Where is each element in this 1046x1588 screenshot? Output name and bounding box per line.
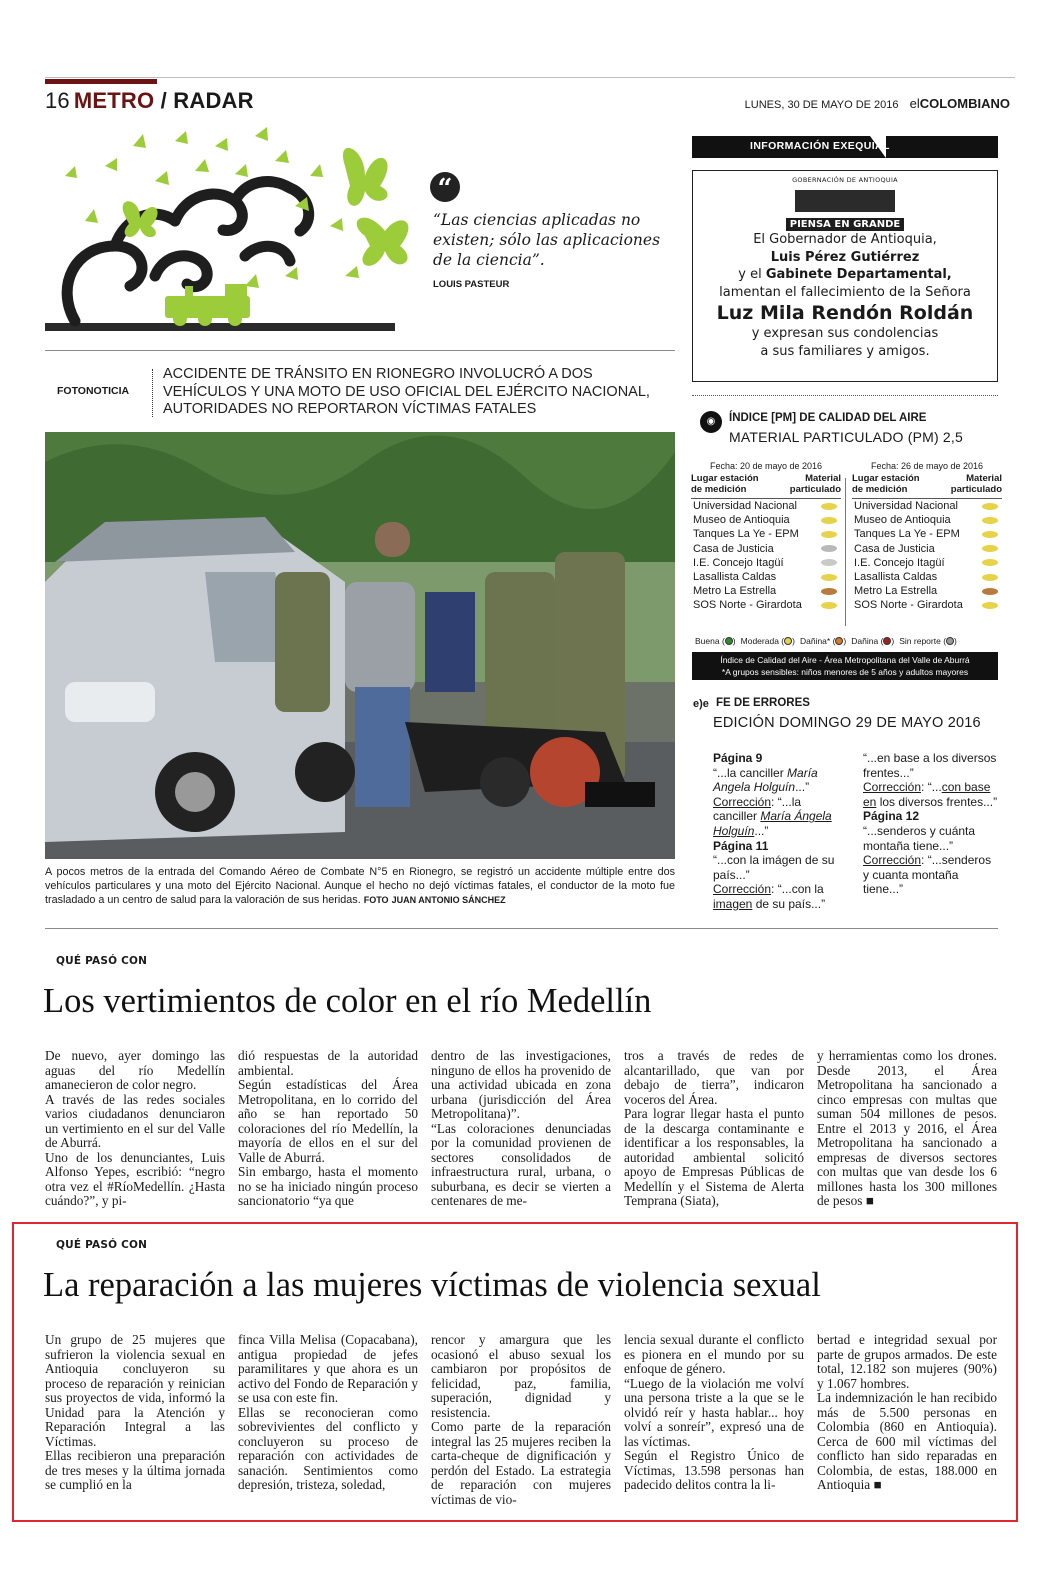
legend-swatch <box>946 637 954 645</box>
paragraph: lencia sexual durante el conflicto es pionera en el mundo por su enfoque de género. <box>624 1332 804 1376</box>
air-quality-level-indicator <box>982 559 998 566</box>
station-name: Tanques La Ye - EPM <box>854 528 960 541</box>
legend-item: Dañina* ( ) <box>799 636 847 646</box>
air-quality-level-indicator <box>821 574 837 581</box>
station-row <box>691 542 841 556</box>
section-divider <box>45 928 998 929</box>
station-row <box>691 499 841 513</box>
air-quality-column-divider <box>845 478 846 626</box>
station-row <box>691 598 841 612</box>
governor-name: Luis Pérez Gutiérrez <box>770 249 920 265</box>
article-column <box>624 1049 804 1209</box>
table-header: Lugar estación de medición Material particulado <box>691 473 841 499</box>
article-column <box>45 1333 225 1507</box>
notice-line: y expresan sus condolencias <box>751 326 939 341</box>
paragraph: A través de las redes sociales varios ciudadanos denunciaron un vertimiento en el sur del Valle de Aburrá. <box>45 1091 225 1150</box>
station-row <box>852 570 1002 584</box>
errata-title: FE DE ERRORES <box>716 697 810 709</box>
table-date: Fecha: 26 de mayo de 2016 <box>870 461 984 471</box>
station-row <box>852 542 1002 556</box>
piensa-en-grande-badge: PIENSA EN GRANDE <box>786 218 905 231</box>
station-row <box>852 513 1002 527</box>
station-name: Tanques La Ye - EPM <box>693 528 799 541</box>
article-kicker: QUÉ PASÓ CON <box>56 1239 148 1251</box>
station-row <box>852 584 1002 598</box>
article-column <box>817 1049 997 1209</box>
fotonoticia-divider <box>152 369 153 417</box>
legend-item: Moderada ( ) <box>740 636 795 646</box>
station-name: I.E. Concejo Itagüí <box>854 556 945 569</box>
article-kicker: QUÉ PASÓ CON <box>56 955 148 967</box>
page-header <box>45 88 254 114</box>
paragraph: Ellas recibieron una preparación de tres meses y la última jornada se cumplió en la <box>45 1448 225 1492</box>
paragraph: Uno de los denunciantes, Luis Alfonso Yepes, escribió: “negro otra vez el #RíoMedellín. ¿Hasta cuándo?”, y pi- <box>45 1149 225 1208</box>
paragraph: De nuevo, ayer domingo las aguas del río Medellín amanecieron de color negro. <box>45 1048 225 1092</box>
station-name: Museo de Antioquia <box>854 514 951 527</box>
air-quality-level-indicator <box>982 503 998 510</box>
article-column <box>238 1333 418 1507</box>
station-row <box>691 556 841 570</box>
station-name: SOS Norte - Girardota <box>854 599 963 612</box>
station-row <box>691 570 841 584</box>
errata-edition: EDICIÓN DOMINGO 29 DE MAYO 2016 <box>713 715 981 731</box>
article-column <box>45 1049 225 1209</box>
issue-date: LUNES, 30 DE MAYO DE 2016 <box>744 99 899 111</box>
station-name: Lasallista Caldas <box>693 571 777 584</box>
station-name: Metro La Estrella <box>854 585 938 598</box>
station-row <box>691 584 841 598</box>
article-headline: La reparación a las mujeres víctimas de violencia sexual <box>43 1266 821 1304</box>
air-quality-level-indicator <box>982 602 998 609</box>
station-name: Universidad Nacional <box>854 500 958 513</box>
notice-line: a sus familiares y amigos. <box>760 343 930 359</box>
station-name: Museo de Antioquia <box>693 514 790 527</box>
air-quality-divider <box>692 395 998 396</box>
air-quality-level-indicator <box>982 517 998 524</box>
page-number: 16 <box>45 88 70 113</box>
paragraph: dió respuestas de la autoridad ambiental. <box>238 1048 418 1078</box>
exequial-notice <box>692 170 998 382</box>
article-column <box>817 1333 997 1507</box>
paragraph: y herramientas como los drones. Desde 2013, el Área Metropolitana ha sancionado a cinco empresas con multas que suman 504 millones de pesos. Entre el 2013 y 2016, el Área Metropolitana ha sancionado a empresas de diversos sectores con multas que van desde los 6 millones hasta los 300 millones de pesos ■ <box>817 1048 997 1208</box>
errata-column-1: Página 9 “...la canciller María Angela Holguín...” Corrección: “...la canciller María Ángela Holguín...” Página 11 “...con la imágen de su país...” Corrección: “...con la imagen de su país...” <box>713 751 835 911</box>
quote-author: LOUIS PASTEUR <box>433 279 510 290</box>
photo-credit-label: FOTO <box>363 895 389 905</box>
paragraph: tros a través de redes de alcantarillado, que van por debajo de tierra”, indicaron voceros del Área. <box>624 1048 804 1107</box>
air-quality-level-indicator <box>821 531 837 538</box>
gobernacion-logo <box>795 190 895 212</box>
station-name: Universidad Nacional <box>693 500 797 513</box>
station-name: Casa de Justicia <box>854 542 935 555</box>
station-name: Lasallista Caldas <box>854 571 938 584</box>
fotonoticia-headline: ACCIDENTE DE TRÁNSITO EN RIONEGRO INVOLUCRÓ A DOS VEHÍCULOS Y UNA MOTO DE USO OFICIAL DEL EJÉRCITO NACIONAL, AUTORIDADES NO REPORTARON VÍCTIMAS FATALES <box>163 366 650 417</box>
exequial-header: INFORMACIÓN EXEQUIAL <box>692 136 998 158</box>
air-quality-level-indicator <box>821 602 837 609</box>
air-quality-icon: ◉ <box>700 411 722 433</box>
quote-text: “Las ciencias aplicadas no existen; sólo las aplicaciones de la ciencia”. <box>433 211 661 269</box>
exequial-header-notch <box>870 136 886 158</box>
paragraph: Para lograr llegar hasta el punto de la descarga contaminante e identificar a los responsables, la autoridad ambiental solicitó apoyo de Empresas Públicas de Medellín y el Sistema de Alerta Temprana (Siata), <box>624 1106 804 1208</box>
air-quality-table-2 <box>852 461 1002 613</box>
legend-swatch <box>725 637 733 645</box>
air-quality-table-1 <box>691 461 841 613</box>
air-quality-level-indicator <box>982 574 998 581</box>
article-body <box>45 1333 997 1507</box>
legend-item: Buena ( ) <box>695 636 736 646</box>
air-quality-subtitle: MATERIAL PARTICULADO (PM) 2,5 <box>729 429 963 445</box>
paragraph: “Luego de la violación me volví una persona triste a la que se le olvidó reír y hasta hablar... hoy volví a sonreír”, expresó una de las víctimas. <box>624 1375 804 1449</box>
paragraph: finca Villa Melisa (Copacabana), antigua propiedad de jefes paramilitares y que ahora es un activo del Fondo de Reparación y se usa con este fin. <box>238 1332 418 1405</box>
errata-column-2: “...en base a los diversos frentes...” Corrección: “...con base en los diversos frentes...” Página 12 “...senderos y cuánta montaña tiene...” Corrección: “...senderos y cuanta montaña tiene...” <box>863 751 998 897</box>
station-row <box>852 527 1002 541</box>
paragraph: bertad e integridad sexual por parte de grupos armados. De este total, 12.182 son mujeres (90%) y 1.067 hombres. <box>817 1332 997 1391</box>
photo-caption: A pocos metros de la entrada del Comando Aéreo de Combate N°5 en Rionegro, se registró un accidente múltiple entre dos vehículos particulares y una moto del Ejército Nacional. Aunque el hecho no dejó víctimas fatales, el conductor de la moto fue trasladado a un centro de salud para la valoración de sus heridas. FOTO JUAN ANTONIO SÁNCHEZ <box>45 866 675 906</box>
paragraph: Sin embargo, hasta el momento no se ha iniciado ningún proceso sancionatorio “ya que <box>238 1164 418 1208</box>
air-quality-legend <box>695 636 1001 646</box>
header-meta <box>690 96 1010 111</box>
legend-swatch <box>835 637 843 645</box>
header-rule <box>45 77 1015 78</box>
notice-line: El Gobernador de Antioquia, <box>753 232 937 247</box>
air-quality-level-indicator <box>821 559 837 566</box>
legend-swatch <box>883 637 891 645</box>
station-name: Casa de Justicia <box>693 542 774 555</box>
station-name: I.E. Concejo Itagüí <box>693 556 784 569</box>
paragraph: rencor y amargura que les ocasionó el abuso sexual los cambiaron por propósitos de felicidad, paz, familia, superación, dignidad y resistencia. <box>431 1332 611 1420</box>
photo-credit-name: JUAN ANTONIO SÁNCHEZ <box>391 895 506 905</box>
paragraph: La indemnización le han recibido más de 5.500 personas en Colombia (860 en Antioquia). Cerca de 600 mil víctimas del conflicto han sido reparadas en Colombia, de estas, 188.000 en Antioquia ■ <box>817 1390 997 1492</box>
paragraph: Como parte de la reparación integral las 25 mujeres reciben la carta-cheque de dignificación y perdón del Estado. La estrategia de reparación con mujeres víctimas de vio- <box>431 1419 611 1507</box>
article-column <box>238 1049 418 1209</box>
deceased-name: Luz Mila Rendón Roldán <box>716 302 974 324</box>
station-row <box>852 598 1002 612</box>
errata-icon: e)e <box>693 698 709 710</box>
paragraph: Según estadísticas del Área Metropolitana, en lo corrido del año se han reportado 50 coloraciones del río Medellín, la mayoría de ellos en el sur del Valle de Aburrá. <box>238 1077 418 1165</box>
station-name: SOS Norte - Girardota <box>693 599 802 612</box>
subsection-name: / RADAR <box>160 88 254 113</box>
fotonoticia-label: FOTONOTICIA <box>57 385 130 397</box>
air-quality-level-indicator <box>982 531 998 538</box>
section-divider <box>45 350 675 351</box>
table-date: Fecha: 20 de mayo de 2016 <box>709 461 823 471</box>
paragraph: Un grupo de 25 mujeres que sufrieron la violencia sexual en Antioquia concluyeron su proceso de reparación y reinician sus proyectos de vida, informó la Unidad para la Atención y Reparación Integral a las Víctimas. <box>45 1332 225 1449</box>
station-row <box>691 527 841 541</box>
legend-item: Sin reporte ( ) <box>899 636 957 646</box>
air-quality-level-indicator <box>821 545 837 552</box>
air-quality-level-indicator <box>821 503 837 510</box>
paragraph: “Las coloraciones denunciadas por la comunidad provienen de sectores consolidados de infraestructura rural, urbana, o suburbana, es decir se vierten a centenares de me- <box>431 1120 611 1208</box>
air-quality-level-indicator <box>821 517 837 524</box>
notice-line: y el Gabinete Departamental, <box>738 267 952 282</box>
air-quality-footer: Índice de Calidad del Aire - Área Metropolitana del Valle de Aburrá *A grupos sensibles: niños menores de 5 años y adultos mayores <box>692 652 998 680</box>
air-quality-level-indicator <box>821 588 837 595</box>
table-header: Lugar estación de medición Material particulado <box>852 473 1002 499</box>
quote-icon: “ <box>430 172 460 202</box>
paragraph: dentro de las investigaciones, ninguno de ellos ha provenido de una actividad ubicada en zona urbana (jurisdicción del Área Metropolitana)”. <box>431 1048 611 1121</box>
article-headline: Los vertimientos de color en el río Medellín <box>43 982 652 1020</box>
paragraph: Ellas se reconocieran como sobrevivientes del conflicto y concluyeron su proceso de reparación con actividades de sanación. Sentimientos como depresión, tristeza, soledad, <box>238 1404 418 1492</box>
accident-photo <box>45 432 675 859</box>
article-column <box>431 1333 611 1507</box>
station-row <box>852 556 1002 570</box>
section-color-bar <box>45 79 157 84</box>
station-name: Metro La Estrella <box>693 585 777 598</box>
article-column <box>431 1049 611 1209</box>
legend-item: Dañina ( ) <box>851 636 895 646</box>
butterfly-tree-illustration <box>45 126 425 336</box>
station-row <box>691 513 841 527</box>
station-row <box>852 499 1002 513</box>
air-quality-level-indicator <box>982 588 998 595</box>
section-name: METRO <box>73 88 155 113</box>
article-column <box>624 1333 804 1507</box>
newspaper-logo: elCOLOMBIANO <box>909 96 1010 111</box>
air-quality-title: ÍNDICE [PM] DE CALIDAD DEL AIRE <box>729 412 927 424</box>
article-body <box>45 1049 997 1209</box>
paragraph: Según el Registro Único de Víctimas, 13.598 personas han padecido delitos contra la li- <box>624 1448 804 1492</box>
notice-line: lamentan el fallecimiento de la Señora <box>719 284 971 300</box>
gobernacion-label: GOBERNACIÓN DE ANTIOQUIA <box>792 176 898 184</box>
legend-swatch <box>784 637 792 645</box>
air-quality-level-indicator <box>982 545 998 552</box>
